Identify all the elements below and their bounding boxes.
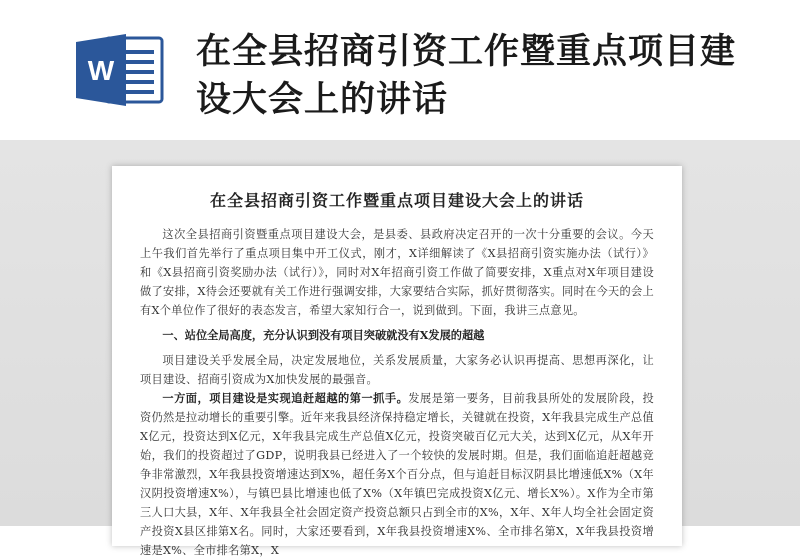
word-document-icon: [76, 34, 168, 106]
point-1-paragraph: [140, 389, 654, 560]
document-page: [112, 166, 682, 557]
document-file-title: 在全县招商引资工作暨重点项目建设大会上的讲话: [196, 32, 737, 120]
word-icon-letter: W: [87, 55, 115, 86]
point-1-lead: 一方面，项目建设是实现追赶超越的第一抓手。: [162, 391, 409, 405]
header: [0, 0, 800, 140]
point-1-text: 发展是第一要务，目前我县所处的发展阶段，投资仍然是拉动增长的重要引擎。近年来我县经济保持稳定增长，关键就在投资，X年我县完成生产总值X亿元，投资达到X亿元，X年我县完成生产总值X亿元，投资突破百亿元大关，达到X亿元，从X年开始，我们的投资超过了GDP，说明我县已经进入了一个较快的发展时期。但是，我们面临追赶超越竞争非常激烈，X年我县投资增速达到X%，超任务X个百分点，但与追赶目标汉阴县比增速低X%（X年汉阴投资增速X%），与镇巴县比增速也低了X%（X年镇巴完成投资X亿元、增长X%）。X作为全市第三人口大县，X年、X年我县全社会固定资产投资总额只占到全市的X%，X年、X年人均全社会固定资产投资X县区排第X名。同时，大家还要看到，X年我县投资增速X%、全市排名第X，X年我县投资增速是X%、全市排名第X，X: [140, 392, 654, 557]
section-heading-1: 一、站位全局高度，充分认识到没有项目突破就没有X发展的超越: [162, 328, 485, 342]
intro-paragraph: 这次全县招商引资暨重点项目建设大会，是县委、县政府决定召开的一次十分重要的会议。今天上午我们首先举行了重点项目集中开工仪式，刚才，X详细解读了《X县招商引资实施办法（试行）》和《X县招商引资奖励办法（试行）》，同时对X年招商引资工作做了简要安排，X重点对X年项目建设做了安排，X待会还要就有关工作进行强调安排，大家要结合实际，抓好贯彻落实。同时在今天的会上有X个单位作了很好的表态发言，希望大家知行合一，说到做到。下面，我讲三点意见。: [140, 228, 654, 317]
document-title: 在全县招商引资工作暨重点项目建设大会上的讲话: [209, 191, 584, 210]
section-1-paragraph: 项目建设关乎发展全局，决定发展地位，关系发展质量，大家务必认识再提高、思想再深化，让项目建设、招商引资成为X加快发展的最强音。: [140, 354, 654, 386]
